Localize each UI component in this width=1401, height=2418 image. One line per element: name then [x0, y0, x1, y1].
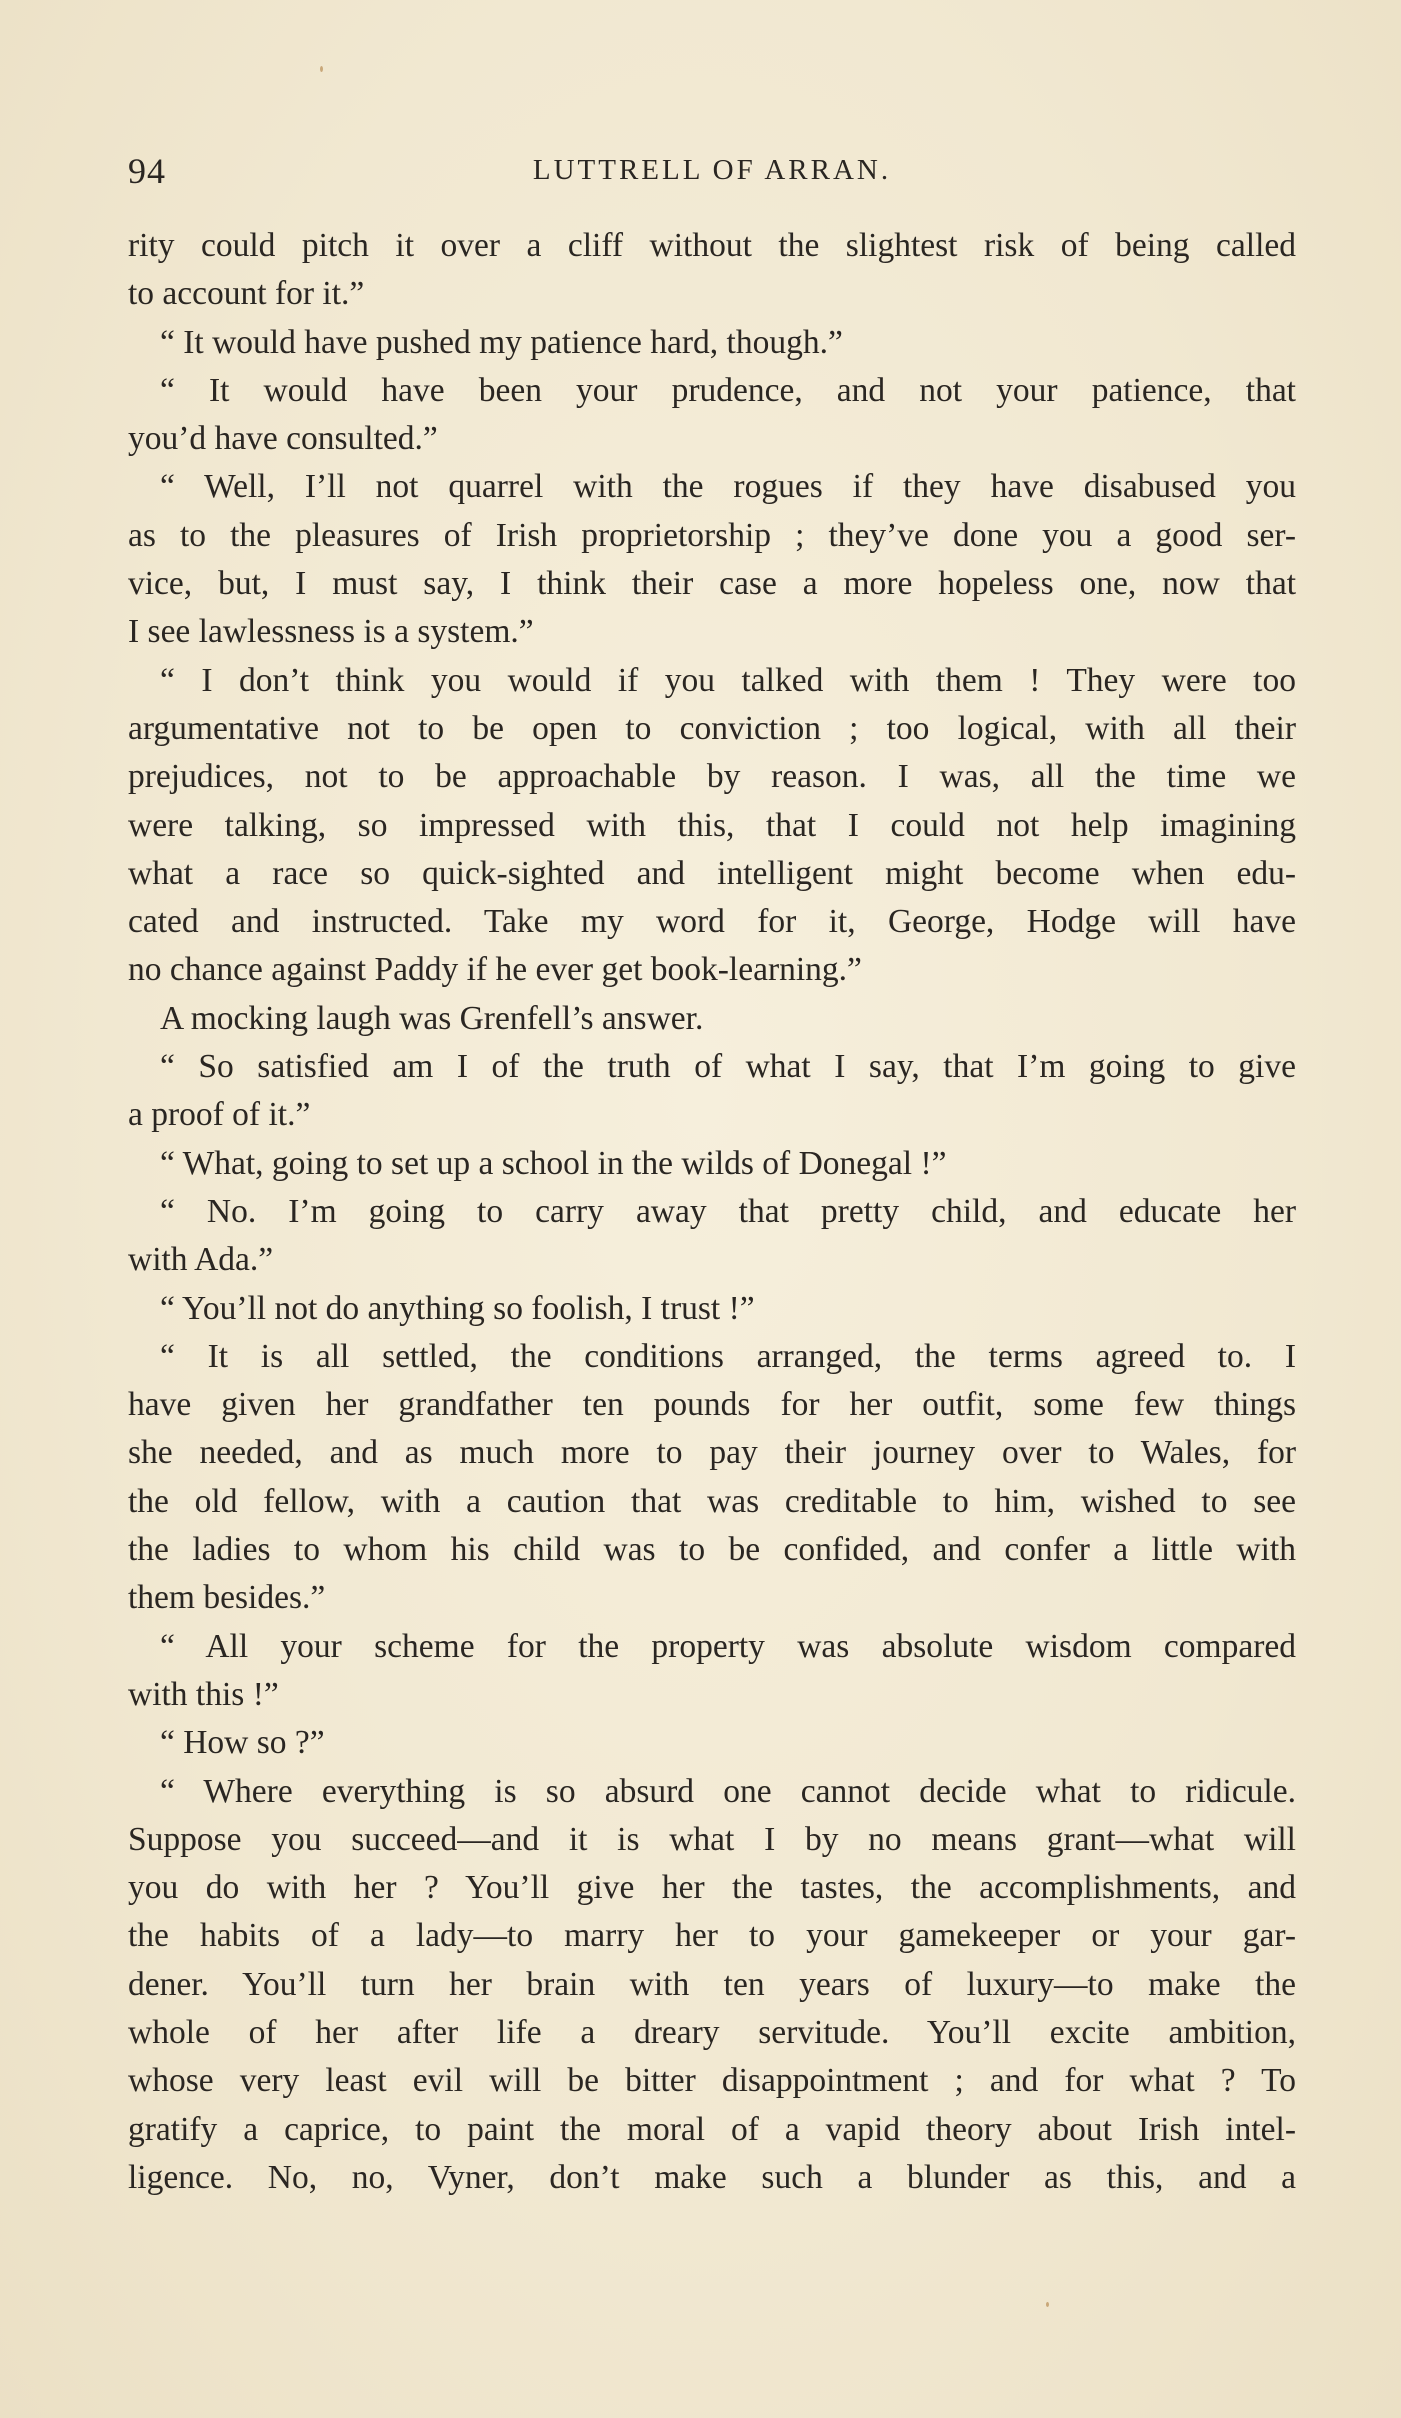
text-line: were talking, so impressed with this, that I could not help imagining: [128, 806, 1296, 844]
text-line: “ All your scheme for the property was absolute wisdom compared: [160, 1627, 1296, 1665]
text-line: you do with her ? You’ll give her the tastes, the accomplishments, and: [128, 1869, 1296, 1907]
text-line: whose very least evil will be bitter disappointment ; and for what ? To: [128, 2062, 1296, 2100]
text-line: argumentative not to be open to conviction ; too logical, with all their: [128, 709, 1296, 747]
paper-speck: [1046, 2302, 1049, 2307]
page-header: [128, 150, 1296, 200]
text-line: “ What, going to set up a school in the wilds of Donegal !”: [160, 1144, 947, 1182]
text-line: “ Well, I’ll not quarrel with the rogues if they have disabused you: [160, 468, 1296, 506]
text-line: have given her grandfather ten pounds for her outfit, some few things: [128, 1386, 1296, 1424]
text-line: the old fellow, with a caution that was creditable to him, wished to see: [128, 1482, 1296, 1520]
page-number: 94: [128, 151, 166, 191]
text-line: “ I don’t think you would if you talked with them ! They were too: [160, 661, 1296, 699]
text-line: vice, but, I must say, I think their case a more hopeless one, now that: [128, 565, 1296, 603]
paper-speck: [320, 66, 323, 72]
text-line: “ It would have pushed my patience hard, though.”: [160, 323, 843, 361]
text-line: Suppose you succeed—and it is what I by no means grant—what will: [128, 1820, 1296, 1858]
text-line: “ It is all settled, the conditions arranged, the terms agreed to. I: [160, 1337, 1296, 1375]
text-line: the habits of a lady—to marry her to your gamekeeper or your gar-: [128, 1917, 1296, 1955]
text-line: “ No. I’m going to carry away that pretty child, and educate her: [160, 1192, 1296, 1230]
text-line: you’d have consulted.”: [128, 420, 438, 458]
body-text: [128, 222, 1296, 2202]
text-line: A mocking laugh was Grenfell’s answer.: [160, 999, 704, 1037]
text-line: “ Where everything is so absurd one cannot decide what to ridicule.: [160, 1772, 1296, 1810]
text-line: with Ada.”: [128, 1241, 274, 1279]
text-line: “ It would have been your prudence, and not your patience, that: [160, 371, 1296, 409]
text-line: whole of her after life a dreary servitude. You’ll excite ambition,: [128, 2013, 1296, 2051]
text-line: prejudices, not to be approachable by reason. I was, all the time we: [128, 758, 1296, 796]
text-line: to account for it.”: [128, 275, 365, 313]
text-line: cated and instructed. Take my word for it, George, Hodge will have: [128, 903, 1296, 941]
text-line: no chance against Paddy if he ever get book-learning.”: [128, 951, 862, 989]
text-line: rity could pitch it over a cliff without the slightest risk of being called: [128, 227, 1296, 264]
text-line: a proof of it.”: [128, 1096, 311, 1134]
text-line: the ladies to whom his child was to be confided, and confer a little with: [128, 1531, 1296, 1569]
text-line: I see lawlessness is a system.”: [128, 613, 534, 651]
text-line: ligence. No, no, Vyner, don’t make such a blunder as this, and a: [128, 2158, 1296, 2196]
text-line: “ So satisfied am I of the truth of what I say, that I’m going to give: [160, 1048, 1296, 1086]
text-line: “ You’ll not do anything so foolish, I trust !”: [160, 1289, 755, 1327]
text-line: “ How so ?”: [160, 1724, 325, 1762]
text-line: dener. You’ll turn her brain with ten years of luxury—to make the: [128, 1965, 1296, 2003]
text-line: with this !”: [128, 1675, 279, 1713]
text-line: gratify a caprice, to paint the moral of a vapid theory about Irish intel-: [128, 2110, 1296, 2148]
running-title: LUTTRELL OF ARRAN.: [532, 154, 892, 186]
text-line: she needed, and as much more to pay their journey over to Wales, for: [128, 1434, 1296, 1472]
text-line: what a race so quick-sighted and intelligent might become when edu-: [128, 854, 1296, 892]
text-line: as to the pleasures of Irish proprietorship ; they’ve done you a good ser-: [128, 516, 1296, 554]
text-line: them besides.”: [128, 1579, 326, 1617]
